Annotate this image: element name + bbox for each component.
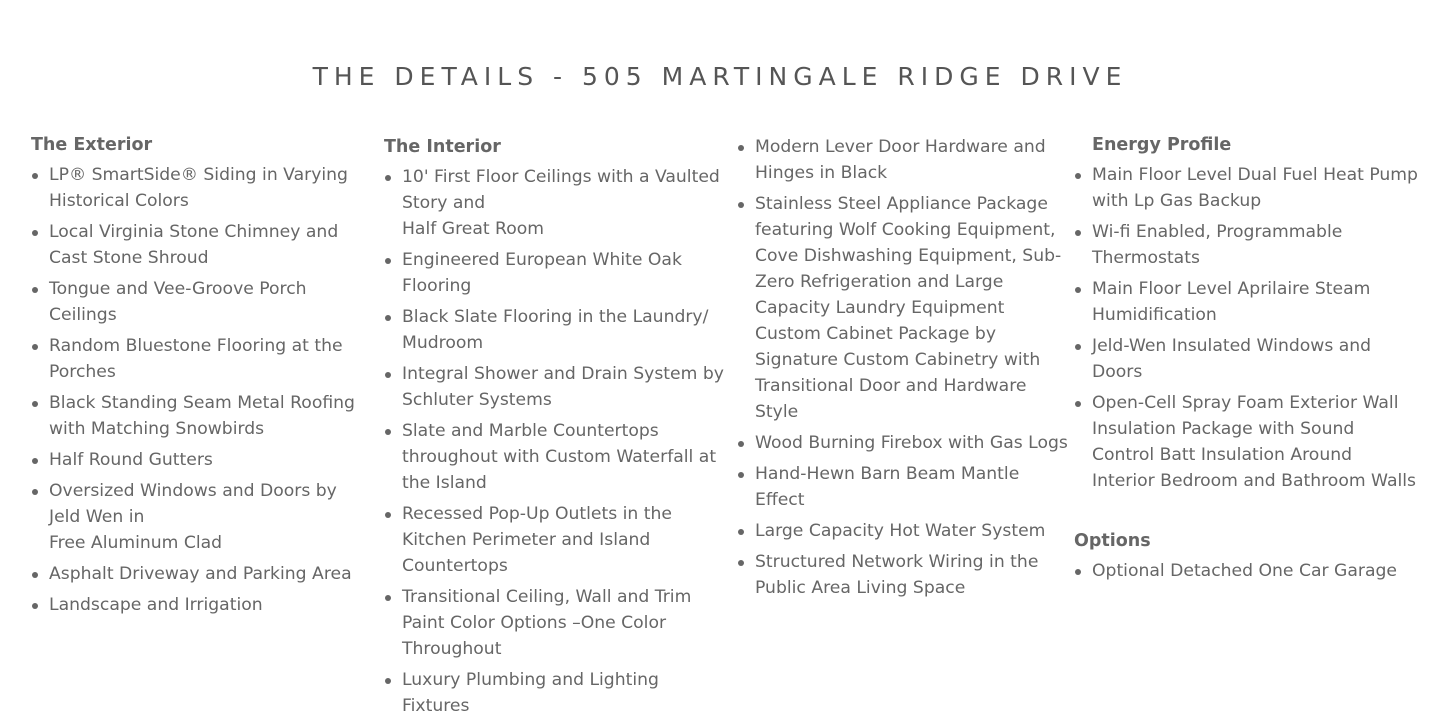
list-item: Black Standing Seam Metal Roofing with Matching Snowbirds: [31, 390, 371, 442]
list-item: LP® SmartSide® Siding in Varying Historical Colors: [31, 162, 371, 214]
energy-heading: Energy Profile: [1092, 135, 1232, 155]
list-item: Landscape and Irrigation: [31, 592, 371, 618]
list-item: Main Floor Level Aprilaire Steam Humidification: [1074, 276, 1419, 328]
list-item: Integral Shower and Drain System by Schluter Systems: [384, 361, 729, 413]
list-item: Half Round Gutters: [31, 447, 371, 473]
exterior-list: [31, 162, 371, 618]
list-item: Jeld-Wen Insulated Windows and Doors: [1074, 333, 1419, 385]
list-item: Optional Detached One Car Garage: [1074, 558, 1419, 584]
list-item: Oversized Windows and Doors by Jeld Wen in Free Aluminum Clad: [31, 478, 371, 556]
interior-heading: The Interior: [384, 137, 501, 157]
list-item: Engineered European White Oak Flooring: [384, 247, 729, 299]
list-item: Large Capacity Hot Water System: [737, 518, 1072, 544]
list-item: Black Slate Flooring in the Laundry/ Mudroom: [384, 304, 729, 356]
energy-list: [1074, 162, 1419, 494]
list-item: Local Virginia Stone Chimney and Cast Stone Shroud: [31, 219, 371, 271]
interior-continued-list: [737, 134, 1072, 601]
list-item: Hand-Hewn Barn Beam Mantle Effect: [737, 461, 1072, 513]
list-item: Wood Burning Firebox with Gas Logs: [737, 430, 1072, 456]
exterior-heading: The Exterior: [31, 135, 153, 155]
energy-options-column: [1074, 132, 1419, 589]
list-item: Slate and Marble Countertops throughout with Custom Waterfall at the Island: [384, 418, 729, 496]
list-item: Main Floor Level Dual Fuel Heat Pump with Lp Gas Backup: [1074, 162, 1419, 214]
list-item: Asphalt Driveway and Parking Area: [31, 561, 371, 587]
interior-list: [384, 164, 729, 719]
exterior-column: [31, 132, 371, 623]
list-item: Open-Cell Spray Foam Exterior Wall Insulation Package with Sound Control Batt Insulation Around Interior Bedroom and Bathroom Walls: [1074, 390, 1419, 494]
list-item: Structured Network Wiring in the Public Area Living Space: [737, 549, 1072, 601]
list-item: Luxury Plumbing and Lighting Fixtures: [384, 667, 729, 719]
options-list: [1074, 558, 1419, 584]
list-item: Recessed Pop-Up Outlets in the Kitchen Perimeter and Island Countertops: [384, 501, 729, 579]
interior-column: [384, 134, 729, 724]
page-title: THE DETAILS - 505 MARTINGALE RIDGE DRIVE: [312, 62, 1128, 91]
list-item: 10' First Floor Ceilings with a Vaulted Story and Half Great Room: [384, 164, 729, 242]
list-item: Stainless Steel Appliance Package featuring Wolf Cooking Equipment, Cove Dishwashing Equipment, Sub-Zero Refrigeration and Large Capacity Laundry Equipment Custom Cabinet Package by Signature Custom Cabinetry with Transitional Door and Hardware Style: [737, 191, 1072, 425]
options-heading: Options: [1074, 531, 1151, 551]
list-item: Tongue and Vee-Groove Porch Ceilings: [31, 276, 371, 328]
list-item: Transitional Ceiling, Wall and Trim Paint Color Options –One Color Throughout: [384, 584, 729, 662]
interior-continued-column: [737, 134, 1072, 606]
list-item: Modern Lever Door Hardware and Hinges in Black: [737, 134, 1072, 186]
list-item: Wi-fi Enabled, Programmable Thermostats: [1074, 219, 1419, 271]
list-item: Random Bluestone Flooring at the Porches: [31, 333, 371, 385]
